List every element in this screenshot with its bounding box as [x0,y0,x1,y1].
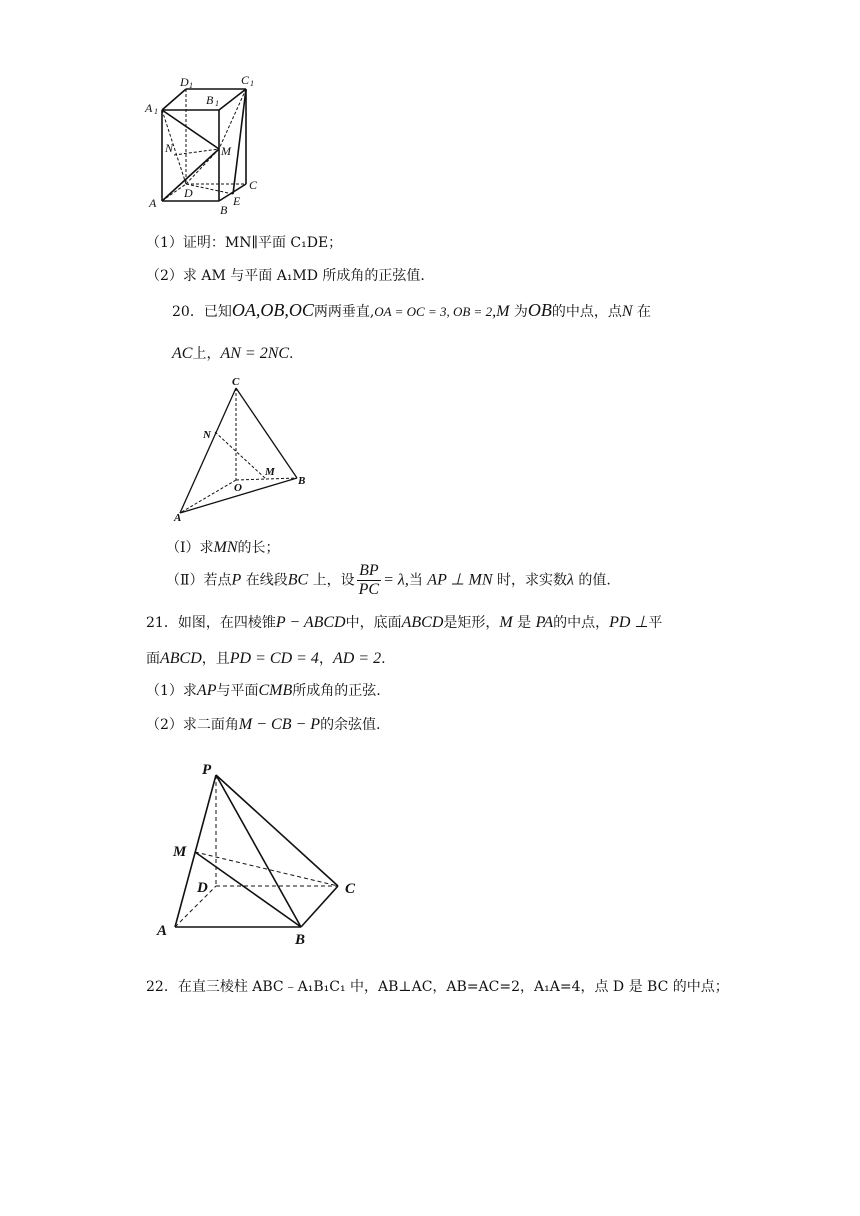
label-M: M [173,844,187,860]
label-A1-sub: 1 [154,107,158,116]
q21-p2-prefix: （2）求二面角 [146,717,239,733]
q21-t3: 是矩形， [443,615,500,631]
q20-p2-p: P [231,571,242,589]
label-D1: D [180,75,189,89]
fraction-denominator: PC [358,581,380,598]
q19-part2: （2）求 AM 与平面 A₁MD 所成角的正弦值. [146,268,425,284]
q20-n: N [621,303,633,320]
q20-p1-suffix: 的长； [237,540,280,556]
label-B: B [298,475,306,487]
q21-l2-t3: ， [318,651,333,667]
q21-l2-abcd: ABCD [160,650,202,667]
label-O: O [234,482,242,494]
q20-ac: AC [172,345,193,362]
q21-p1-ap: AP [196,682,217,699]
q21-p1-t2: 与平面 [216,683,259,699]
label-D1-sub: 1 [189,81,193,90]
tetrahedron-figure [170,372,315,524]
label-A: A [174,512,182,524]
label-A1: A [145,101,153,115]
q21-l2-pd: PD = CD = 4 [229,650,319,667]
q20-p2-prefix: （Ⅱ）若点 [166,572,232,589]
pyramid-figure [155,755,370,950]
q20-p1-prefix: （Ⅰ）求 [166,540,214,556]
q20-ob: OB [527,300,552,320]
q21-abcd: ABCD [401,614,444,631]
q21-l2-t2: ，且 [201,651,230,667]
label-B: B [220,203,228,217]
q21-pa: PA [535,614,554,631]
label-P: P [202,762,212,778]
q21-pd-perp: PD ⊥ [609,614,649,631]
q21-l2-t1: 面 [146,651,160,667]
q20-an-eq: AN = 2NC [220,345,290,362]
q20-period: . [289,346,294,362]
q20-line1 [172,300,651,321]
label-C1: C [241,73,250,87]
q20-p2-t5: 的值. [578,572,611,589]
q20-lengths: OA = OC = 3, OB = 2 [374,304,493,319]
q22-line: 22．在直三棱柱 ABC﹣A₁B₁C₁ 中，AB⊥AC，AB=AC=2，A₁A=4，点 D 是 BC 的中点； [146,979,729,995]
q21-l2-ad: AD = 2 [332,650,382,667]
label-C1-sub: 1 [250,79,254,88]
q20-midpoint: 的中点，点 [551,304,622,320]
q19-part1: （1）证明：MN∥平面 C₁DE； [146,235,343,251]
q20-zai: 在 [637,304,651,320]
q21-t1: 21．如图，在四棱锥 [146,615,276,631]
label-A: A [157,923,168,939]
label-A: A [149,196,157,210]
q21-t4: 是 [517,615,532,631]
label-E: E [233,194,241,208]
label-B1-sub: 1 [215,99,219,108]
fraction-numerator: BP [357,562,381,581]
q20-p2-eq: = λ, [383,571,409,589]
q20-p2-cond: AP ⊥ MN [427,571,493,589]
q20-shang: 上， [192,346,221,362]
q21-part2 [146,714,381,734]
q20-vectors: OA,OB,OC [231,300,314,320]
q21-part1 [146,680,381,700]
q20-p1-mn: MN [213,539,238,556]
q20-part1 [166,537,280,557]
q20-p2-bc: BC [287,571,309,589]
label-M: M [221,144,231,158]
q21-p2-angle: M − CB − P [238,716,321,733]
label-D: D [184,186,193,200]
q20-m: ,M [492,303,510,320]
q20-prefix: 20．已知 [172,304,232,320]
q21-p1-cmb: CMB [258,682,293,699]
label-D: D [197,880,208,896]
q21-m: M [499,614,513,631]
q20-p2-t4: 时，求实数 [496,572,567,589]
q21-t2: 中，底面 [345,615,402,631]
q21-line1 [146,612,662,632]
q21-p2-suffix: 的余弦值. [320,717,381,733]
ratio-fraction [357,562,381,599]
q20-perpendicular: 两两垂直, [313,304,375,320]
q20-line2 [172,343,294,363]
q20-p2-t3: 当 [408,572,423,589]
label-N: N [165,141,174,155]
q21-l2-t4: . [381,651,386,667]
q21-pabcd: P − ABCD [275,614,346,631]
q21-line2 [146,648,386,668]
q21-p1-prefix: （1）求 [146,683,197,699]
q20-p2-lambda: λ [566,571,574,589]
label-B1: B [206,93,214,107]
q21-t5: 的中点， [553,615,610,631]
label-B: B [295,932,306,948]
q20-part2 [166,562,611,599]
q20-p2-t2: 上，设 [312,572,355,589]
label-C: C [345,881,356,897]
q20-p2-t1: 在线段 [245,572,288,589]
q21-p1-suffix: 所成角的正弦. [292,683,381,699]
label-N: N [203,429,211,441]
prism-figure [140,72,270,217]
label-C: C [232,376,240,388]
label-C: C [249,178,258,192]
label-M: M [265,466,275,478]
q20-wei: 为 [513,304,528,320]
q21-t6: 平 [648,615,663,631]
